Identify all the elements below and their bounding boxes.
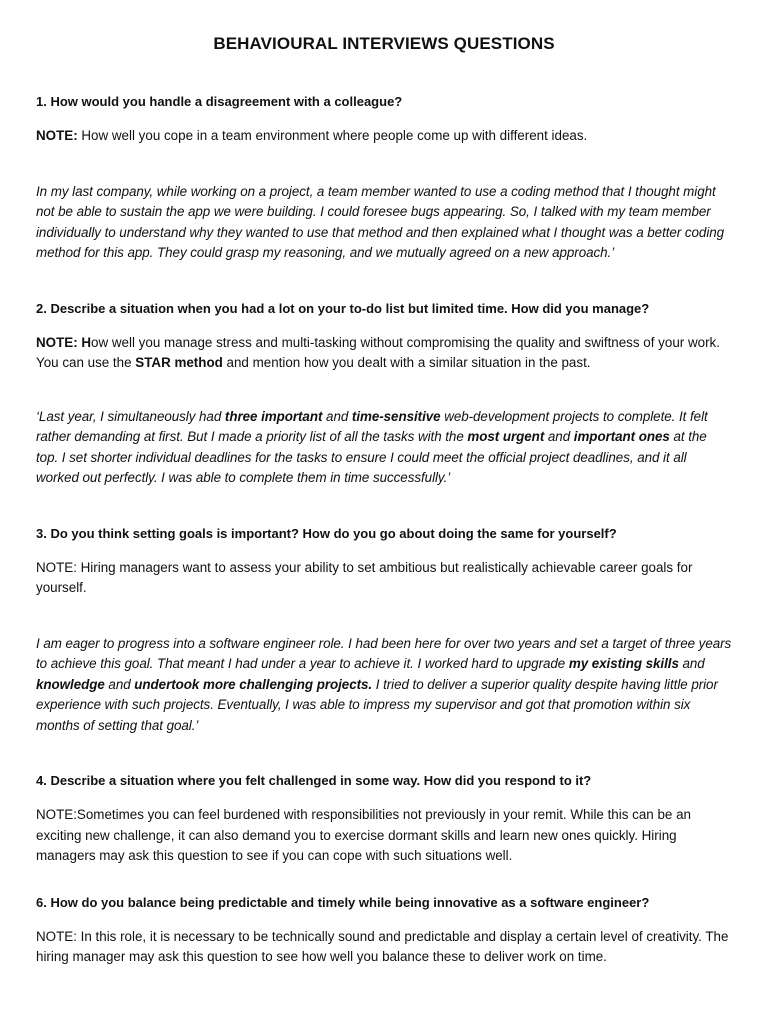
answer-emphasis: my existing skills (568, 656, 679, 671)
answer-emphasis: undertook more challenging projects. (134, 676, 373, 692)
note-text: ow well you manage stress and multi-tasking without compromising the quality and swiftness of your work. You can use the (36, 334, 720, 370)
question-1: 1. How would you handle a disagreement with a colleague? (36, 94, 403, 109)
answer-emphasis: time-sensitive (351, 408, 441, 424)
answer-emphasis: knowledge (36, 676, 105, 692)
note-text: and mention how you dealt with a similar situation in the past. (222, 355, 591, 370)
note-text: How well you cope in a team environment where people come up with different ideas. (77, 128, 588, 143)
note-4: NOTE:Sometimes you can feel burdened with responsibilities not previously in your remit. While this can be an exciting new challenge, it can also demand you to exercise dormant skills and learn new ones quickly. Hiring managers may ask this question to see if you can cope with such situations well. (36, 807, 691, 863)
document-title: BEHAVIOURAL INTERVIEWS QUESTIONS (213, 34, 555, 53)
answer-text: and (544, 429, 574, 444)
note-6: NOTE: In this role, it is necessary to be technically sound and predictable and display a certain level of creativity. The hiring manager may ask this question to see how well you balance these to deliver work on time. (36, 928, 729, 964)
answer-text: and (322, 408, 352, 424)
answer-emphasis: most urgent (467, 429, 545, 444)
answer-text: web-development projects to complete. It felt rather demanding at first. But I made a priority list of all the tasks with the (36, 408, 708, 444)
question-4: 4. Describe a situation where you felt challenged in some way. How did you respond to it? (36, 773, 592, 788)
note-emphasis: STAR method (135, 355, 223, 370)
answer-text: and (104, 676, 135, 692)
question-3: 3. Do you think setting goals is important? How do you go about doing the same for yourself? (36, 525, 617, 541)
answer-1: In my last company, while working on a project, a team member wanted to use a coding method that I thought might not be able to sustain the app we were building. I could foresee bugs appearing. So, I talked with my team member individually to understand why they wanted to use that method and then explained what I thought was a better coding method for this app. They could grasp my reasoning, and we mutually agreed on a new approach.’ (36, 183, 725, 260)
note-1 (36, 126, 732, 147)
question-6: 6. How do you balance being predictable and timely while being innovative as a software engineer? (36, 894, 650, 910)
answer-text: I tried to deliver a superior quality despite having little prior experience with such projects. Eventually, I was able to impress my supervisor and got that promotion within six months of setting that goal.’ (36, 676, 718, 733)
note-label: NOTE: H (36, 334, 92, 350)
answer-emphasis: important ones (573, 429, 670, 444)
answer-text: I am eager to progress into a software engineer role. I had been here for over two years and set a target of three years to achieve this goal. That meant I had under a year to achieve it. I worked hard to upgrade (36, 635, 732, 671)
note-2 (36, 333, 732, 374)
answer-text: at the top. I set shorter individual deadlines for the tasks to ensure I could meet the official project deadlines, and it all worked out perfectly. I was able to complete them in time successfully.’ (36, 429, 707, 485)
question-2: 2. Describe a situation when you had a lot on your to-do list but limited time. How did you manage? (36, 300, 650, 316)
answer-3 (36, 634, 732, 737)
answer-text: and (678, 656, 705, 671)
answer-emphasis: three important (224, 408, 323, 424)
note-3: NOTE: Hiring managers want to assess your ability to set ambitious but realistically achievable career goals for yourself. (36, 559, 693, 595)
answer-2 (36, 407, 732, 489)
answer-text: ‘Last year, I simultaneously had (36, 408, 225, 424)
note-label: NOTE: (36, 128, 78, 143)
